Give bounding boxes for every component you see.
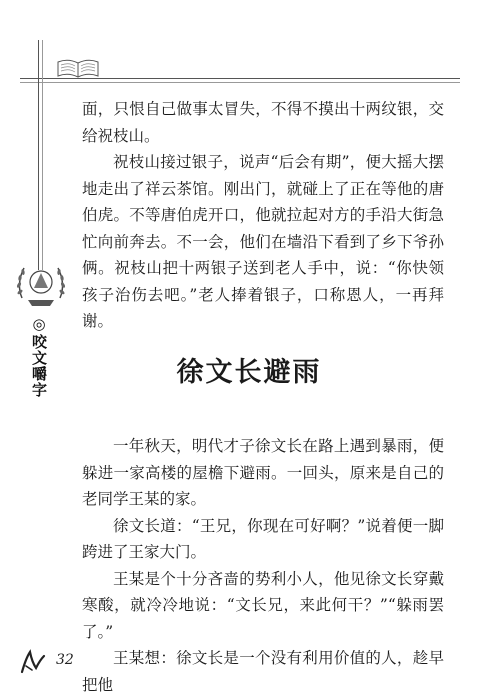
- page-number: 32: [56, 652, 74, 668]
- paragraph: 面，只恨自己做事太冒失，不得不摸出十两纹银，交给祝枝山。: [82, 100, 444, 145]
- open-book-icon: [56, 58, 100, 80]
- paragraph: 王某想：徐文长是一个没有利用价值的人，趁早把他: [82, 649, 444, 694]
- laurel-emblem-icon: [12, 258, 70, 310]
- paragraph: 徐文长道：“王兄，你现在可好啊？”说着便一脚跨进了王家大门。: [82, 516, 444, 561]
- paragraph: 一年秋天，明代才子徐文长在路上遇到暴雨，便躲进一家高楼的屋檐下避雨。一回头，原来是自己的老同学王某的家。: [82, 437, 444, 508]
- article-title: 徐文长避雨: [176, 357, 322, 388]
- paragraph: 祝枝山接过银子，说声“后会有期”，便大摇大摆地走出了祥云茶馆。刚出门，就碰上了正在等他的唐伯虎。不等唐伯虎开口，他就拉起对方的手沿大街急忙向前奔去。不一会，他们在墙沿下看到了乡下爷孙俩。祝枝山把十两银子送到老人手中，说：“你快领孩子治伤去吧。”老人捧着银子，口称恩人，一再拜谢。: [82, 153, 444, 330]
- corner-ornament-icon: [20, 648, 60, 676]
- paragraph: 王某是个十分吝啬的势利小人，他见徐文长穿戴寒酸，就冷冷地说：“文长兄，来此何干？”“躲雨罢了。”: [82, 569, 444, 641]
- margin-rule: [38, 40, 39, 270]
- margin-rule-inner: [42, 40, 43, 270]
- passage-top: [82, 96, 444, 335]
- section-title: ◎咬文嚼字: [30, 315, 48, 398]
- header-rule-inner: [20, 82, 460, 83]
- article-body: [82, 433, 444, 698]
